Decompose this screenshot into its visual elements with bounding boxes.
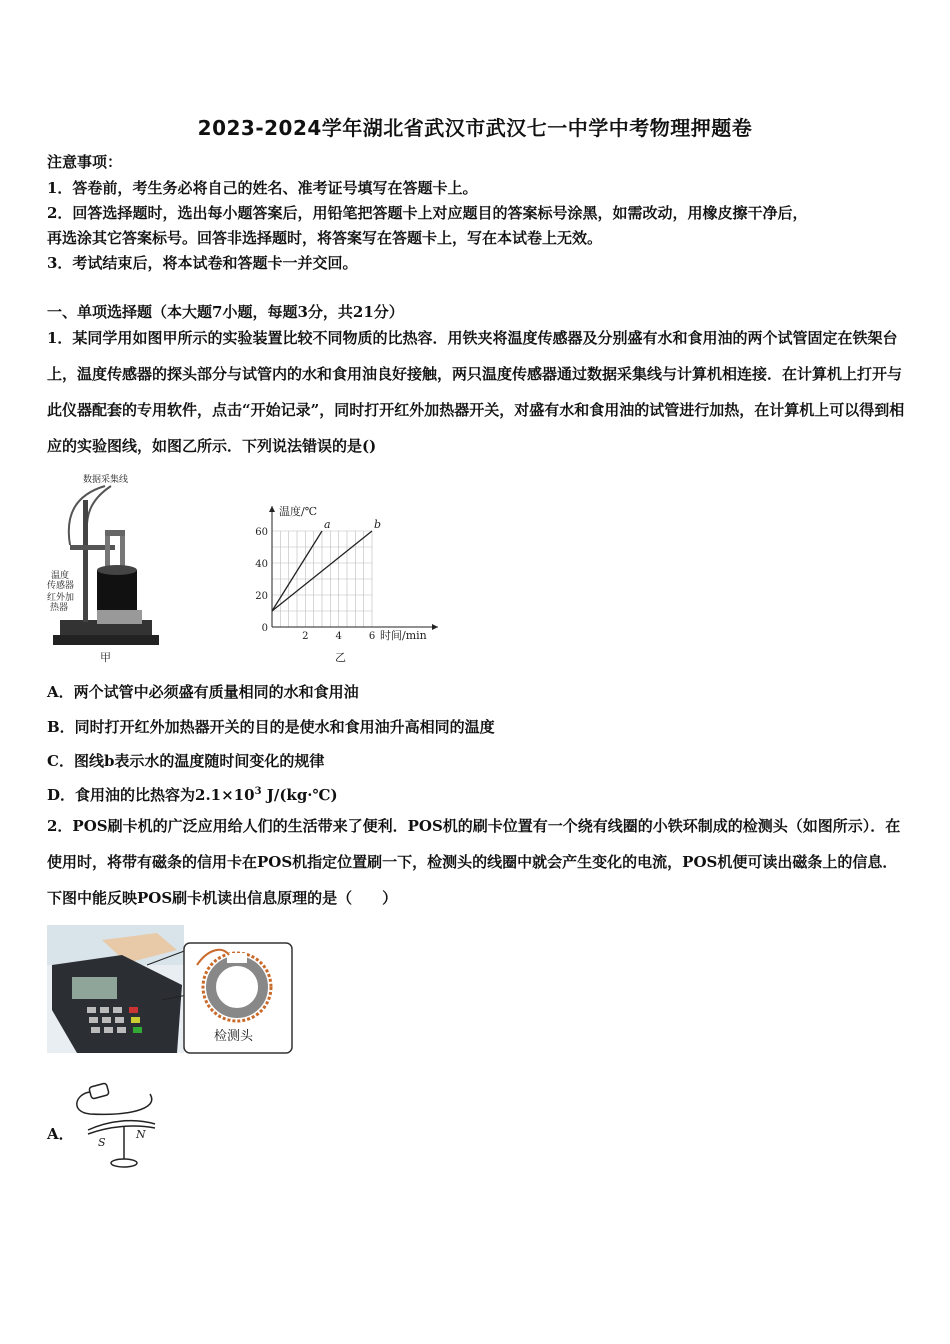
notice-item: 3．考试结束后，将本试卷和答题卡一并交回。 (47, 254, 358, 272)
label-temp-sensor: 温度传感器 (47, 571, 75, 591)
q2-option-a-label[interactable]: A． (47, 1125, 74, 1143)
magnet-n-label: N (136, 1128, 146, 1141)
label-data-cable: 数据采集线 (83, 475, 129, 485)
detector-label: 检测头 (214, 1029, 254, 1044)
y-tick-label: 20 (255, 591, 268, 602)
notice-item: 1．答卷前，考生务必将自己的姓名、准考证号填写在答题卡上。 (47, 179, 478, 197)
series-label-b: b (374, 518, 382, 531)
page-title: 2023-2024学年湖北省武汉市武汉七一中学中考物理押题卷 (197, 116, 753, 140)
coil-magnet-figure (70, 1082, 165, 1170)
chart-y-label: 温度/℃ (279, 505, 318, 518)
y-tick-label: 40 (255, 559, 268, 570)
magnet-s-label: S (98, 1136, 106, 1149)
section-heading: 一、单项选择题（本大题7小题，每题3分，共21分） (47, 303, 404, 321)
series-label-a: a (324, 518, 331, 531)
y-tick-label: 0 (261, 623, 268, 634)
option-a[interactable]: A．两个试管中必须盛有质量相同的水和食用油 (47, 683, 359, 701)
x-tick-label: 6 (368, 631, 376, 642)
option-d-exponent: 3 (254, 786, 262, 797)
x-tick-label: 4 (335, 631, 342, 642)
notice-item: 再选涂其它答案标号。回答非选择题时，将答案写在答题卡上，写在本试卷上无效。 (47, 229, 603, 247)
option-c[interactable]: C．图线b表示水的温度随时间变化的规律 (47, 752, 325, 770)
option-d[interactable] (47, 784, 338, 805)
x-tick-label: 2 (302, 631, 309, 642)
option-d-text: D．食用油的比热容为2.1×10 (47, 786, 255, 804)
caption-jia: 甲 (100, 651, 111, 664)
option-d-unit: J/(kg·℃) (261, 786, 338, 804)
apparatus-figure (45, 470, 165, 665)
y-tick-label: 60 (255, 527, 268, 538)
temperature-time-chart (245, 498, 445, 668)
label-infrared-heater: 红外加热器 (47, 593, 75, 613)
notice-heading: 注意事项： (47, 153, 123, 171)
caption-yi: 乙 (335, 651, 346, 664)
chart-x-label: 时间/min (380, 629, 427, 642)
question-1-stem: 1．某同学用如图甲所示的实验装置比较不同物质的比热容．用铁夹将温度传感器及分别盛有水和食用油的两个试管固定在铁架台上，温度传感器的探头部分与试管内的水和食用油良好接触，两只温度传感器通过数据采集线与计算机相连接．在计算机上打开与此仪器配套的专用软件，点击“开始记录”，同时打开红外加热器开关，对盛有水和食用油的试管进行加热，在计算机上可以得到相应的实验图线，如图乙所示．下列说法错误的是() (47, 329, 905, 455)
question-2-stem: 2．POS刷卡机的广泛应用给人们的生活带来了便利．POS机的刷卡位置有一个绕有线圈的小铁环制成的检测头（如图所示）．在使用时，将带有磁条的信用卡在POS机指定位置刷一下，检测头的线圈中就会产生变化的电流，POS机便可读出磁条上的信息．下图中能反映POS刷卡机读出信息原理的是（ ） (47, 817, 901, 907)
notice-item: 2．回答选择题时，选出每小题答案后，用铅笔把答题卡上对应题目的答案标号涂黑，如需改动，用橡皮擦干净后， (47, 204, 808, 222)
pos-machine-figure (47, 925, 295, 1055)
option-b[interactable]: B．同时打开红外加热器开关的目的是使水和食用油升高相同的温度 (47, 718, 495, 736)
